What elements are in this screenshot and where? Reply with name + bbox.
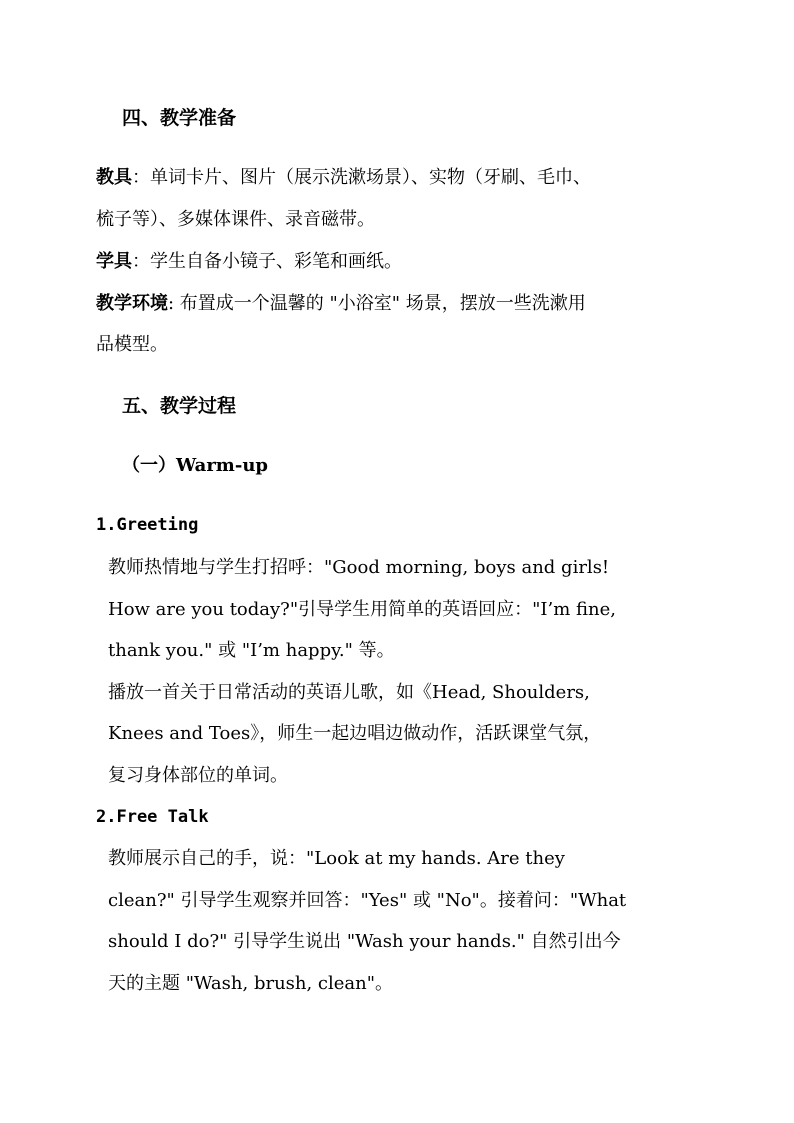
environment-line-1 xyxy=(96,292,586,316)
item-title-free-talk: 2.Free Talk xyxy=(96,807,209,827)
greeting-line-3: thank you." 或 "I’m happy." 等。 xyxy=(108,640,395,661)
greeting-line-6: 复习身体部位的单词。 xyxy=(108,765,288,786)
environment-text-2: 品模型。 xyxy=(96,334,168,355)
section-heading-preparation: 四、教学准备 xyxy=(122,107,237,129)
student-tools-text: ：学生自备小镜子、彩笔和画纸。 xyxy=(132,251,402,272)
section-heading-process: 五、教学过程 xyxy=(122,395,237,417)
greeting-line-2: How are you today?"引导学生用简单的英语回应："I’m fine, xyxy=(108,599,616,620)
free-talk-line-1: 教师展示自己的手，说："Look at my hands. Are they xyxy=(108,848,565,869)
free-talk-line-2: clean?" 引导学生观察并回答："Yes" 或 "No"。接着问："What xyxy=(108,890,627,911)
teacher-tools-text-2: 梳子等）、多媒体课件、录音磁带。 xyxy=(96,209,375,230)
greeting-line-1: 教师热情地与学生打招呼："Good morning, boys and girls! xyxy=(108,557,610,578)
free-talk-line-3: should I do?" 引导学生说出 "Wash your hands." 自然引出今 xyxy=(108,931,621,952)
subsection-heading-warmup: （一）Warm-up xyxy=(122,455,268,476)
environment-label: 教学环境 xyxy=(96,293,168,314)
teacher-tools-line-1 xyxy=(96,166,591,190)
teacher-tools-label: 教具 xyxy=(96,167,132,188)
student-tools-label: 学具 xyxy=(96,251,132,272)
greeting-line-4: 播放一首关于日常活动的英语儿歌，如《Head, Shoulders, xyxy=(108,682,590,703)
free-talk-line-4: 天的主题 "Wash, brush, clean"。 xyxy=(108,973,394,994)
environment-text-1: : 布置成一个温馨的 "小浴室" 场景，摆放一些洗漱用 xyxy=(168,293,586,314)
greeting-line-5: Knees and Toes》，师生一起边唱边做动作，活跃课堂气氛， xyxy=(108,723,602,744)
item-title-greeting: 1.Greeting xyxy=(96,515,199,535)
student-tools-line xyxy=(96,250,402,274)
teacher-tools-text-1: ：单词卡片、图片（展示洗漱场景）、实物（牙刷、毛巾、 xyxy=(132,167,591,188)
